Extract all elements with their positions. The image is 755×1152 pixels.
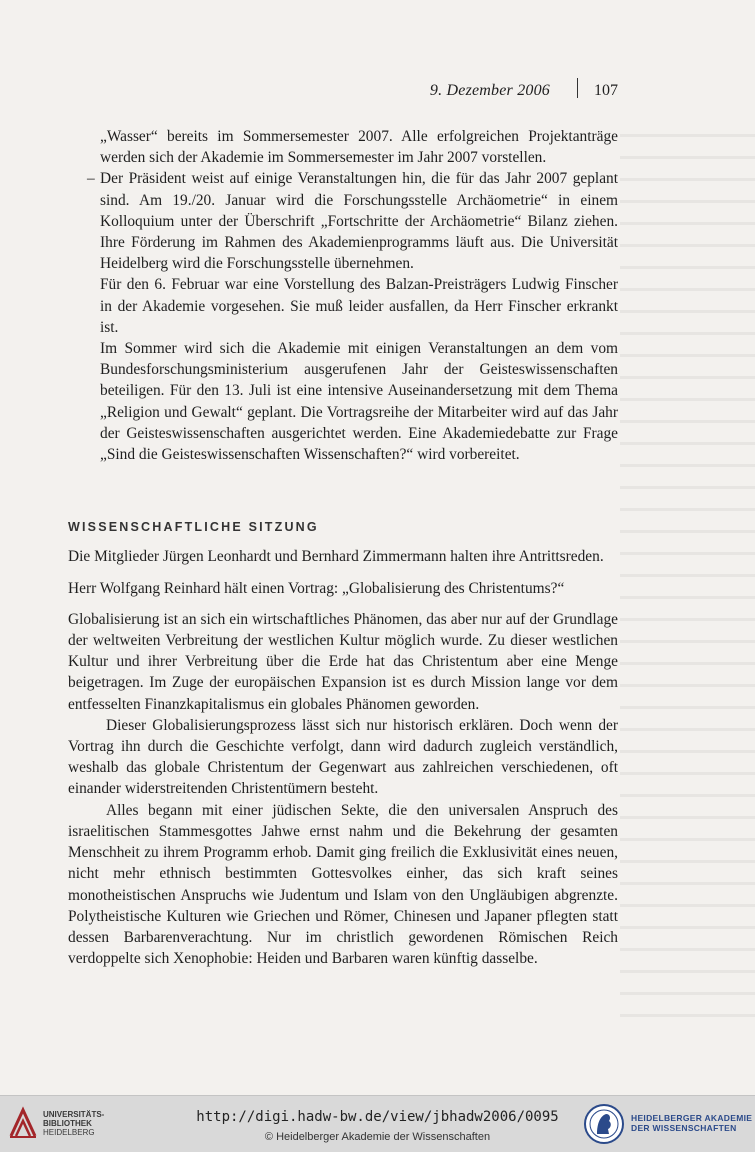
body-text xyxy=(68,126,618,969)
academy-logo[interactable] xyxy=(583,1102,753,1148)
library-name-line2: BIBLIOTHEK xyxy=(43,1119,92,1128)
paragraph-members: Die Mitglieder Jürgen Leonhardt und Bernhard Zimmermann halten ihre Antrittsreden. xyxy=(68,548,604,566)
academy-name-line1: HEIDELBERGER AKADEMIE xyxy=(631,1113,753,1123)
viewer-footer xyxy=(0,1095,755,1152)
list-dash: – xyxy=(87,170,95,188)
paragraph-summer: Im Sommer wird sich die Akademie mit einigen Veranstaltungen an dem vom Bundesforschungsministerium ausgerufenen Jahr der Geisteswissenschaften beteiligen. Für den 13. Juli ist eine intensive Auseinandersetzung mit dem Thema „Religion und Gewalt“ geplant. Die Vortragsreihe der Mitarbeiter wird auf das Jahr der Geisteswissenschaften ausgerichtet werden. Eine Akademiedebatte zur Frage „Sind die Geisteswissenschaften Wissenschaften?“ wird vorbereitet. xyxy=(100,340,618,464)
paragraph-history: Dieser Globalisierungsprozess lässt sich nur historisch erklären. Doch wenn der Vortrag ihn durch die Geschichte verfolgt, dann wird dadurch zugleich verständlich, weshalb das globale Christentum der Gegenwart aus zahlreichen verschiedenen, oft einander widerstreitenden Christentümern besteht. xyxy=(68,716,618,798)
section-heading: WISSENSCHAFTLICHE SITZUNG xyxy=(68,520,319,535)
library-name-line3: HEIDELBERG xyxy=(43,1128,95,1137)
page-number: 107 xyxy=(594,82,618,99)
paragraph-balzan: Für den 6. Februar war eine Vorstellung des Balzan-Preisträgers Ludwig Finscher in der Akademie vorgesehen. Sie muß leider ausfallen, da Herr Finscher erkrankt ist. xyxy=(100,276,618,336)
academy-seal-icon xyxy=(583,1102,625,1146)
header-divider xyxy=(577,78,578,98)
permalink-url[interactable]: http://digi.hadw-bw.de/view/jbhadw2006/0095 xyxy=(196,1109,559,1125)
paragraph-globalization: Globalisierung ist an sich ein wirtschaftliches Phänomen, das aber nur auf der Grundlage der weltweiten Verbreitung der westlichen Kultur möglich wurde. Zu dieser westlichen Kultur und ihrer Verbreitung über die Erde hat das Christentum aber eine Menge beigetragen. Im Zuge der europäischen Expansion ist es durch Mission lange vor dem entfesselten Finanzkapitalismus ein globales Phänomen geworden. xyxy=(68,610,618,713)
paragraph-origins: Alles begann mit einer jüdischen Sekte, die den universalen Anspruch des israelitischen Stammesgottes Jahwe ernst nahm und die Bekehrung der gesamten Menschheit zu ihrem Programm erhob. Damit ging freilich die Exklusivität eines neuen, nicht mehr ethnisch bestimmten Gottesvolkes einher, das sich kraft seines monotheistischen Anspruchs wie Judentum und Islam von den Ungläubigen abgrenzte. Polytheistische Kulturen wie Griechen und Römer, Chinesen und Japaner pflegten statt dessen Barbarenverachtung. Nur im christlich gewordenen Römischen Reich verdoppelte sich Xenophobie: Heiden und Barbaren waren künftig dasselbe. xyxy=(68,801,618,968)
academy-name-line2: DER WISSENSCHAFTEN xyxy=(631,1123,737,1133)
paragraph-lecture: Herr Wolfgang Reinhard hält einen Vortrag: „Globalisierung des Christentums?“ xyxy=(68,579,565,597)
running-title: 9. Dezember 2006 xyxy=(429,82,550,99)
copyright-notice: © Heidelberger Akademie der Wissenschaften xyxy=(264,1131,491,1143)
paragraph-president: Der Präsident weist auf einige Veranstaltungen hin, die für das Jahr 2007 geplant sind. Am 19./20. Januar wird die Forschungsstelle Archäometrie“ in einem Kolloquium unter der Überschrift „Fortschritte der Archäometrie“ Bilanz ziehen. Ihre Förderung im Rahmen des Akademienprogramms läuft aus. Die Universität Heidelberg wird die Forschungsstelle übernehmen. xyxy=(100,170,618,273)
list-item xyxy=(68,168,618,465)
show-through-text xyxy=(620,120,755,1020)
paragraph-continuation: „Wasser“ bereits im Sommersemester 2007. Alle erfolgreichen Projektanträge werden sich der Akademie im Sommersemester im Jahr 2007 vorstellen. xyxy=(100,128,618,167)
library-name-line1: UNIVERSITÄTS- xyxy=(43,1110,105,1119)
page-header xyxy=(0,78,755,108)
